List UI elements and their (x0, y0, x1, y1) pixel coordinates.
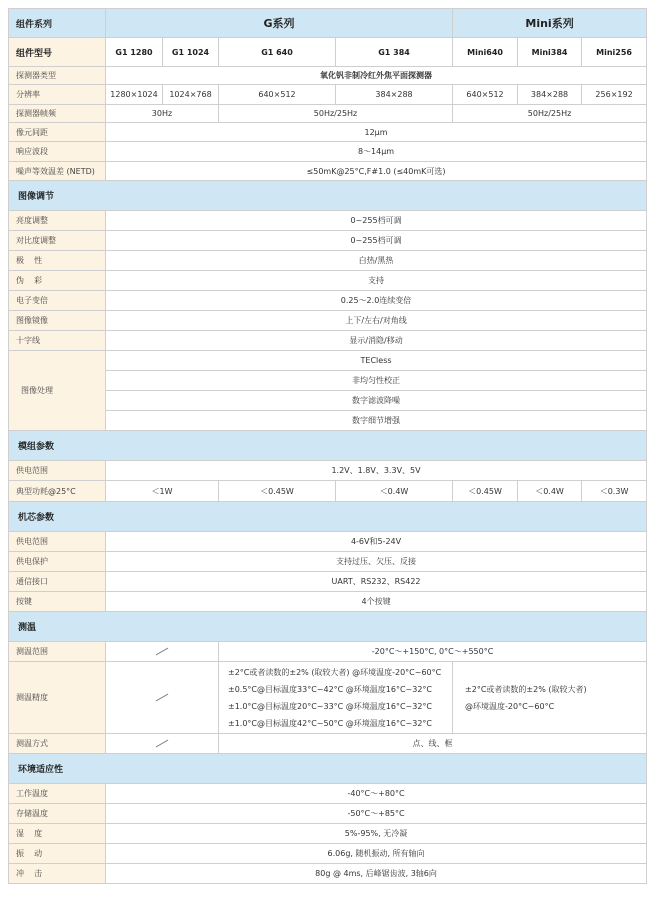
row-label: 供电保护 (9, 552, 106, 572)
section-core (9, 502, 647, 532)
not-applicable-cell (106, 662, 219, 734)
row-label: 通信接口 (9, 572, 106, 592)
model-cell: Mini256 (582, 38, 647, 67)
brightness-row (9, 211, 647, 231)
section-title: 机芯参数 (9, 502, 647, 532)
row-label: 极 性 (9, 251, 106, 271)
row-label: 图像处理 (9, 351, 106, 431)
mini-accuracy-cell (453, 662, 647, 734)
row-label: 电子变倍 (9, 291, 106, 311)
storage-temp-row (9, 804, 647, 824)
section-module (9, 431, 647, 461)
resolution-cell: 1024×768 (163, 85, 219, 105)
section-env (9, 754, 647, 784)
section-title: 环境适应性 (9, 754, 647, 784)
frame-rate-row (9, 105, 647, 123)
row-value: 8～14μm (106, 142, 647, 162)
row-value: 非均匀性校正 (106, 371, 647, 391)
shock-row (9, 864, 647, 884)
model-cell: G1 1024 (163, 38, 219, 67)
row-label: 对比度调整 (9, 231, 106, 251)
row-value: 显示/消隐/移动 (106, 331, 647, 351)
mini-series-title: Mini系列 (453, 9, 647, 38)
power-cell: ＜0.45W (219, 481, 336, 502)
row-label: 湿 度 (9, 824, 106, 844)
row-label: 十字线 (9, 331, 106, 351)
row-value: 0~255档可调 (106, 211, 647, 231)
power-cell: ＜0.4W (336, 481, 453, 502)
operating-temp-row (9, 784, 647, 804)
row-label: 按键 (9, 592, 106, 612)
row-label: 典型功耗@25°C (9, 481, 106, 502)
slash-mark (156, 740, 169, 748)
measure-range-row (9, 642, 647, 662)
row-value: 数字细节增强 (106, 411, 647, 431)
row-value: 0.25～2.0连续变倍 (106, 291, 647, 311)
row-label: 探测器帧频 (9, 105, 106, 123)
frame-rate-cell: 30Hz (106, 105, 219, 123)
power-cell: ＜0.3W (582, 481, 647, 502)
accuracy-line: @环境温度-20°C~60°C (465, 701, 555, 711)
row-value: 5%-95%, 无冷凝 (106, 824, 647, 844)
row-value: ≤50mK@25°C,F#1.0 (≤40mK可选) (106, 162, 647, 181)
model-row (9, 38, 647, 67)
accuracy-line: ±1.0°C@目标温度20°C~33°C @环境温度16°C~32°C (228, 701, 433, 711)
row-label: 像元间距 (9, 123, 106, 142)
power-cell: ＜0.45W (453, 481, 518, 502)
accuracy-line: ±0.5°C@目标温度33°C~42°C @环境温度16°C~32°C (228, 684, 433, 694)
resolution-cell: 640×512 (219, 85, 336, 105)
resolution-cell: 384×288 (518, 85, 582, 105)
contrast-row (9, 231, 647, 251)
series-header-row (9, 9, 647, 38)
power-consumption-row (9, 481, 647, 502)
section-title: 测温 (9, 612, 647, 642)
model-cell: Mini384 (518, 38, 582, 67)
measure-mode-row (9, 734, 647, 754)
row-value: 上下/左右/对角线 (106, 311, 647, 331)
accuracy-line: ±2°C或者读数的±2% (取较大者) (465, 684, 587, 694)
not-applicable-cell (106, 642, 219, 662)
not-applicable-cell (106, 734, 219, 754)
row-value: 1.2V、1.8V、3.3V、5V (106, 461, 647, 481)
row-value: 12μm (106, 123, 647, 142)
series-label: 组件系列 (9, 9, 106, 38)
humidity-row (9, 824, 647, 844)
slash-mark (156, 648, 169, 656)
mirror-row (9, 311, 647, 331)
spec-table (8, 8, 647, 884)
row-label: 响应波段 (9, 142, 106, 162)
row-label: 冲 击 (9, 864, 106, 884)
core-power-range-row (9, 532, 647, 552)
row-value: -40°C～+80°C (106, 784, 647, 804)
row-label: 分辨率 (9, 85, 106, 105)
band-row (9, 142, 647, 162)
row-value: -50°C～+85°C (106, 804, 647, 824)
section-title: 模组参数 (9, 431, 647, 461)
module-power-range-row (9, 461, 647, 481)
row-label: 振 动 (9, 844, 106, 864)
row-label: 供电范围 (9, 532, 106, 552)
model-cell: G1 1280 (106, 38, 163, 67)
section-title: 图像调节 (9, 181, 647, 211)
frame-rate-cell: 50Hz/25Hz (453, 105, 647, 123)
row-label: 噪声等效温差 (NETD) (9, 162, 106, 181)
section-image (9, 181, 647, 211)
row-label: 存储温度 (9, 804, 106, 824)
crosshair-row (9, 331, 647, 351)
row-value: -20°C～+150°C, 0°C～+550°C (219, 642, 647, 662)
row-value: 支持 (106, 271, 647, 291)
frame-rate-cell: 50Hz/25Hz (219, 105, 453, 123)
resolution-cell: 1280×1024 (106, 85, 163, 105)
model-cell: G1 640 (219, 38, 336, 67)
section-measure (9, 612, 647, 642)
core-power-protect-row (9, 552, 647, 572)
row-label: 亮度调整 (9, 211, 106, 231)
accuracy-line: ±1.0°C@目标温度42°C~50°C @环境温度16°C~32°C (228, 718, 433, 728)
row-value: 4-6V和5-24V (106, 532, 647, 552)
resolution-cell: 640×512 (453, 85, 518, 105)
row-value: 支持过压、欠压、反接 (106, 552, 647, 572)
zoom-row (9, 291, 647, 311)
row-label: 测温方式 (9, 734, 106, 754)
polarity-row (9, 251, 647, 271)
g-series-title: G系列 (106, 9, 453, 38)
row-label: 探测器类型 (9, 67, 106, 85)
row-label: 图像镜像 (9, 311, 106, 331)
measure-accuracy-row (9, 662, 647, 734)
interface-row (9, 572, 647, 592)
model-cell: G1 384 (336, 38, 453, 67)
model-label: 组件型号 (9, 38, 106, 67)
keys-row (9, 592, 647, 612)
row-label: 工作温度 (9, 784, 106, 804)
power-cell: ＜0.4W (518, 481, 582, 502)
processing-row (9, 351, 647, 371)
row-value: 0~255档可调 (106, 231, 647, 251)
row-value: 80g @ 4ms, 后峰锯齿波, 3轴6向 (106, 864, 647, 884)
row-label: 伪 彩 (9, 271, 106, 291)
row-value: 点、线、框 (219, 734, 647, 754)
power-cell: ＜1W (106, 481, 219, 502)
row-value: TECless (106, 351, 647, 371)
row-value: 氧化钒非制冷红外焦平面探测器 (106, 67, 647, 85)
vibration-row (9, 844, 647, 864)
accuracy-line: ±2°C或者读数的±2% (取较大者) @环境温度-20°C~60°C (228, 667, 442, 677)
detector-type-row (9, 67, 647, 85)
pseudo-color-row (9, 271, 647, 291)
row-value: UART、RS232、RS422 (106, 572, 647, 592)
netd-row (9, 162, 647, 181)
row-value: 4个按键 (106, 592, 647, 612)
row-label: 供电范围 (9, 461, 106, 481)
row-label: 测温精度 (9, 662, 106, 734)
g-accuracy-cell (219, 662, 453, 734)
resolution-cell: 256×192 (582, 85, 647, 105)
row-value: 数字滤波降噪 (106, 391, 647, 411)
row-value: 6.06g, 随机振动, 所有轴向 (106, 844, 647, 864)
resolution-cell: 384×288 (336, 85, 453, 105)
slash-mark (156, 694, 169, 702)
resolution-row (9, 85, 647, 105)
row-value: 白热/黑热 (106, 251, 647, 271)
row-label: 测温范围 (9, 642, 106, 662)
pixel-pitch-row (9, 123, 647, 142)
model-cell: Mini640 (453, 38, 518, 67)
